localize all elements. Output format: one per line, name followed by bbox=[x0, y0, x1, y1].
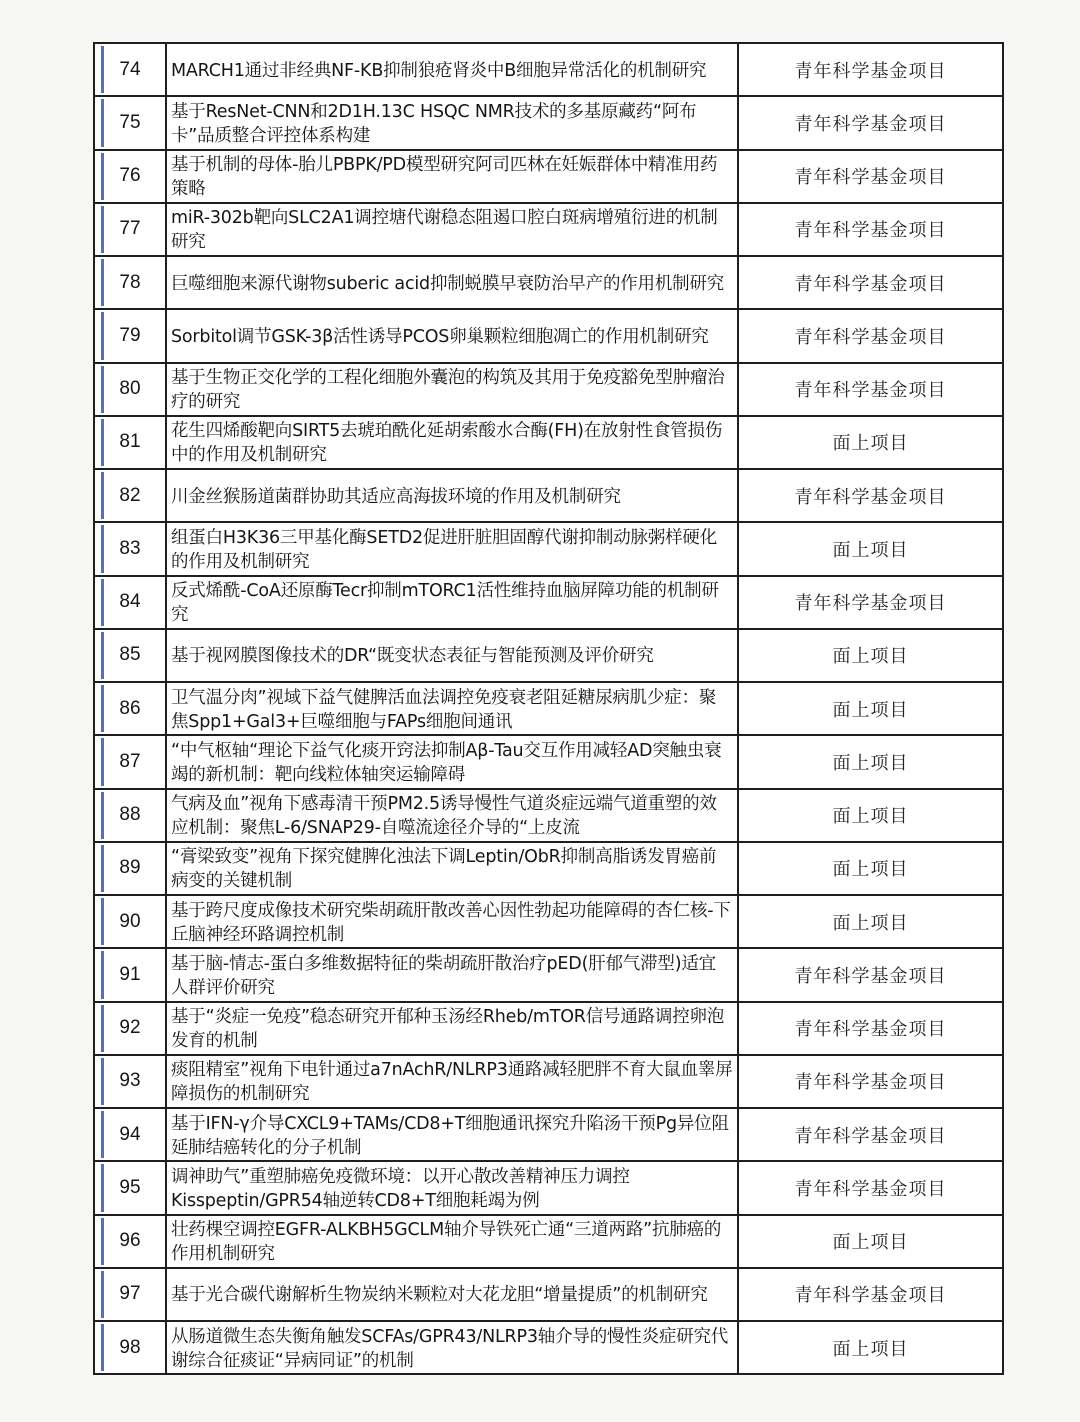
project-table bbox=[93, 42, 1004, 1375]
row-number: 92 bbox=[95, 1003, 167, 1054]
project-title-cell bbox=[167, 364, 739, 415]
table-row bbox=[95, 204, 1002, 257]
row-number: 83 bbox=[95, 523, 167, 574]
project-title: 反式烯酰-CoA还原酶Tecr抑制mTORC1活性维持血脑屏障功能的机制研究 bbox=[171, 581, 719, 626]
project-title: 基于ResNet-CNN和2D1H.13C HSQC NMR技术的多基原藏药“阿布卡”品质整合评控体系构建 bbox=[171, 101, 697, 146]
project-type: 青年科学基金项目 bbox=[794, 593, 947, 615]
project-title-cell bbox=[167, 44, 739, 95]
project-title-cell bbox=[167, 1003, 739, 1054]
project-title: Sorbitol调节GSK-3β活性诱导PCOS卵巢颗粒细胞凋亡的作用机制研究 bbox=[171, 326, 709, 347]
project-type: 面上项目 bbox=[832, 912, 909, 934]
row-number: 85 bbox=[95, 630, 167, 681]
project-title-cell bbox=[167, 577, 739, 628]
project-title-cell bbox=[167, 257, 739, 308]
project-title: “中气枢轴“理论下益气化痰开窍法抑制Aβ-Tau交互作用减轻AD突触虫衰竭的新机制：靶向线粒体轴突运输障碍 bbox=[171, 740, 722, 785]
project-type: 青年科学基金项目 bbox=[794, 113, 947, 135]
project-type: 青年科学基金项目 bbox=[794, 273, 947, 295]
table-row bbox=[95, 470, 1002, 523]
project-type: 青年科学基金项目 bbox=[794, 220, 947, 242]
row-number: 90 bbox=[95, 896, 167, 947]
table-row bbox=[95, 97, 1002, 150]
row-number: 95 bbox=[95, 1162, 167, 1213]
project-type: 青年科学基金项目 bbox=[794, 167, 947, 189]
project-type: 青年科学基金项目 bbox=[794, 60, 947, 82]
project-title-cell bbox=[167, 310, 739, 361]
table-row bbox=[95, 1109, 1002, 1162]
row-number: 89 bbox=[95, 843, 167, 894]
project-type: 面上项目 bbox=[832, 1232, 909, 1254]
project-title: 基于脑-情志-蛋白多维数据特征的柴胡疏肝散治疗pED(肝郁气滞型)适宜人群评价研究 bbox=[171, 953, 716, 998]
project-title: 卫气温分肉”视域下益气健脾活血法调控免疫衰老阻延糖尿病肌少症：聚焦Spp1+Gal3+巨噬细胞与FAPs细胞间通讯 bbox=[171, 687, 717, 732]
row-number: 74 bbox=[95, 44, 167, 95]
project-title: 川金丝猴肠道菌群协助其适应高海拔环境的作用及机制研究 bbox=[171, 486, 621, 507]
project-title: 调神助气”重塑肺癌免疫微环境：以开心散改善精神压力调控Kisspeptin/GPR54轴逆转CD8+T细胞耗竭为例 bbox=[171, 1166, 630, 1211]
project-title: 基于“炎症一免疫”稳态研究开郁种玉汤经Rheb/mTOR信号通路调控卵泡发育的机制 bbox=[171, 1007, 725, 1052]
project-type: 面上项目 bbox=[832, 433, 909, 455]
row-number: 82 bbox=[95, 470, 167, 521]
row-number: 77 bbox=[95, 204, 167, 255]
project-title: 基于机制的母体-胎儿PBPK/PD模型研究阿司匹林在妊娠群体中精准用药策略 bbox=[171, 155, 718, 200]
table-row bbox=[95, 790, 1002, 843]
project-type: 青年科学基金项目 bbox=[794, 1072, 947, 1094]
row-number: 87 bbox=[95, 736, 167, 787]
project-title: miR-302b靶向SLC2A1调控塘代谢稳态阻遏口腔白斑病增殖衍进的机制研究 bbox=[171, 208, 718, 253]
project-type: 面上项目 bbox=[832, 752, 909, 774]
project-type: 青年科学基金项目 bbox=[794, 1019, 947, 1041]
table-row bbox=[95, 1056, 1002, 1109]
project-title-cell bbox=[167, 630, 739, 681]
project-title-cell bbox=[167, 790, 739, 841]
project-title: 花生四烯酸靶向SIRT5去琥珀酰化延胡索酸水合酶(FH)在放射性食管损伤中的作用及机制研究 bbox=[171, 421, 723, 466]
table-row bbox=[95, 1003, 1002, 1056]
project-type: 青年科学基金项目 bbox=[794, 1285, 947, 1307]
project-title: 基于跨尺度成像技术研究柴胡疏肝散改善心因性勃起功能障碍的杏仁核-下丘脑神经环路调控机制 bbox=[171, 900, 731, 945]
table-row bbox=[95, 310, 1002, 363]
project-title: 基于IFN-γ介导CXCL9+TAMs/CD8+T细胞通讯探究升陷汤干预Pg异位阻延肺结癌转化的分子机制 bbox=[171, 1113, 729, 1158]
row-number: 91 bbox=[95, 949, 167, 1000]
project-title-cell bbox=[167, 896, 739, 947]
row-number: 78 bbox=[95, 257, 167, 308]
row-number: 79 bbox=[95, 310, 167, 361]
table-row bbox=[95, 523, 1002, 576]
project-type: 青年科学基金项目 bbox=[794, 326, 947, 348]
table-row bbox=[95, 736, 1002, 789]
row-number: 81 bbox=[95, 417, 167, 468]
row-number: 80 bbox=[95, 364, 167, 415]
project-type: 面上项目 bbox=[832, 699, 909, 721]
row-number: 93 bbox=[95, 1056, 167, 1107]
project-title-cell bbox=[167, 1269, 739, 1320]
table-row bbox=[95, 843, 1002, 896]
table-row bbox=[95, 1216, 1002, 1269]
table-row bbox=[95, 1269, 1002, 1322]
row-number: 97 bbox=[95, 1269, 167, 1320]
row-number: 94 bbox=[95, 1109, 167, 1160]
project-title-cell bbox=[167, 204, 739, 255]
table-row bbox=[95, 683, 1002, 736]
table-row bbox=[95, 896, 1002, 949]
table-row bbox=[95, 577, 1002, 630]
project-title: 组蛋白H3K36三甲基化酶SETD2促进肝脏胆固醇代谢抑制动脉粥样硬化的作用及机制研究 bbox=[171, 527, 717, 572]
project-type: 青年科学基金项目 bbox=[794, 380, 947, 402]
project-title: 巨噬细胞来源代谢物suberic acid抑制蜕膜早衰防治早产的作用机制研究 bbox=[171, 273, 725, 294]
row-number: 86 bbox=[95, 683, 167, 734]
table-row bbox=[95, 44, 1002, 97]
project-title-cell bbox=[167, 1216, 739, 1267]
row-number: 75 bbox=[95, 97, 167, 148]
project-type: 青年科学基金项目 bbox=[794, 965, 947, 987]
row-number: 96 bbox=[95, 1216, 167, 1267]
project-title-cell bbox=[167, 1056, 739, 1107]
project-type: 青年科学基金项目 bbox=[794, 1178, 947, 1200]
project-title: 从肠道微生态失衡角触发SCFAs/GPR43/NLRP3轴介导的慢性炎症研究代谢综合征痰证“异病同证”的机制 bbox=[171, 1326, 729, 1371]
table-row bbox=[95, 257, 1002, 310]
table-row bbox=[95, 417, 1002, 470]
project-title: “膏梁致变”视角下探究健脾化浊法下调Leptin/ObR抑制高脂诱发胃癌前病变的关键机制 bbox=[171, 847, 717, 892]
project-title-cell bbox=[167, 97, 739, 148]
project-title: 痰阻精室”视角下电针通过a7nAchR/NLRP3通路减轻肥胖不育大鼠血睾屏障损伤的机制研究 bbox=[171, 1060, 733, 1105]
project-title-cell bbox=[167, 949, 739, 1000]
table-row bbox=[95, 630, 1002, 683]
project-type: 面上项目 bbox=[832, 859, 909, 881]
project-title: 气病及血”视角下感毒清干预PM2.5诱导慢性气道炎症远端气道重塑的效应机制：聚焦L-6/SNAP29-自噬流途径介导的“上皮流 bbox=[171, 794, 717, 839]
project-title: 基于光合碳代谢解析生物炭纳米颗粒对大花龙胆“增量提质”的机制研究 bbox=[171, 1285, 708, 1306]
project-title-cell bbox=[167, 523, 739, 574]
table-row bbox=[95, 364, 1002, 417]
project-title-cell bbox=[167, 470, 739, 521]
table-row bbox=[95, 1322, 1002, 1375]
project-title-cell bbox=[167, 683, 739, 734]
project-title-cell bbox=[167, 151, 739, 202]
project-type: 面上项目 bbox=[832, 646, 909, 668]
project-type: 青年科学基金项目 bbox=[794, 1125, 947, 1147]
table-row bbox=[95, 949, 1002, 1002]
project-type: 面上项目 bbox=[832, 1338, 909, 1360]
project-title-cell bbox=[167, 417, 739, 468]
project-title: 基于视网膜图像技术的DR“既变状态表征与智能预测及评价研究 bbox=[171, 646, 654, 667]
project-title-cell bbox=[167, 1322, 739, 1373]
project-type: 青年科学基金项目 bbox=[794, 486, 947, 508]
project-title-cell bbox=[167, 843, 739, 894]
project-type: 面上项目 bbox=[832, 806, 909, 828]
row-number: 84 bbox=[95, 577, 167, 628]
project-title-cell bbox=[167, 1109, 739, 1160]
project-title: MARCH1通过非经典NF-KB抑制狼疮肾炎中B细胞异常活化的机制研究 bbox=[171, 60, 707, 81]
project-title: 基于生物正交化学的工程化细胞外囊泡的构筑及其用于免疫豁免型肿瘤治疗的研究 bbox=[171, 368, 725, 413]
row-number: 88 bbox=[95, 790, 167, 841]
project-title-cell bbox=[167, 736, 739, 787]
project-title-cell bbox=[167, 1162, 739, 1213]
row-number: 98 bbox=[95, 1322, 167, 1373]
table-row bbox=[95, 151, 1002, 204]
project-title: 壮药棵空调控EGFR-ALKBH5GCLM轴介导铁死亡通“三道两路”抗肺癌的作用机制研究 bbox=[171, 1220, 722, 1265]
table-row bbox=[95, 1162, 1002, 1215]
project-type: 面上项目 bbox=[832, 539, 909, 561]
row-number: 76 bbox=[95, 151, 167, 202]
